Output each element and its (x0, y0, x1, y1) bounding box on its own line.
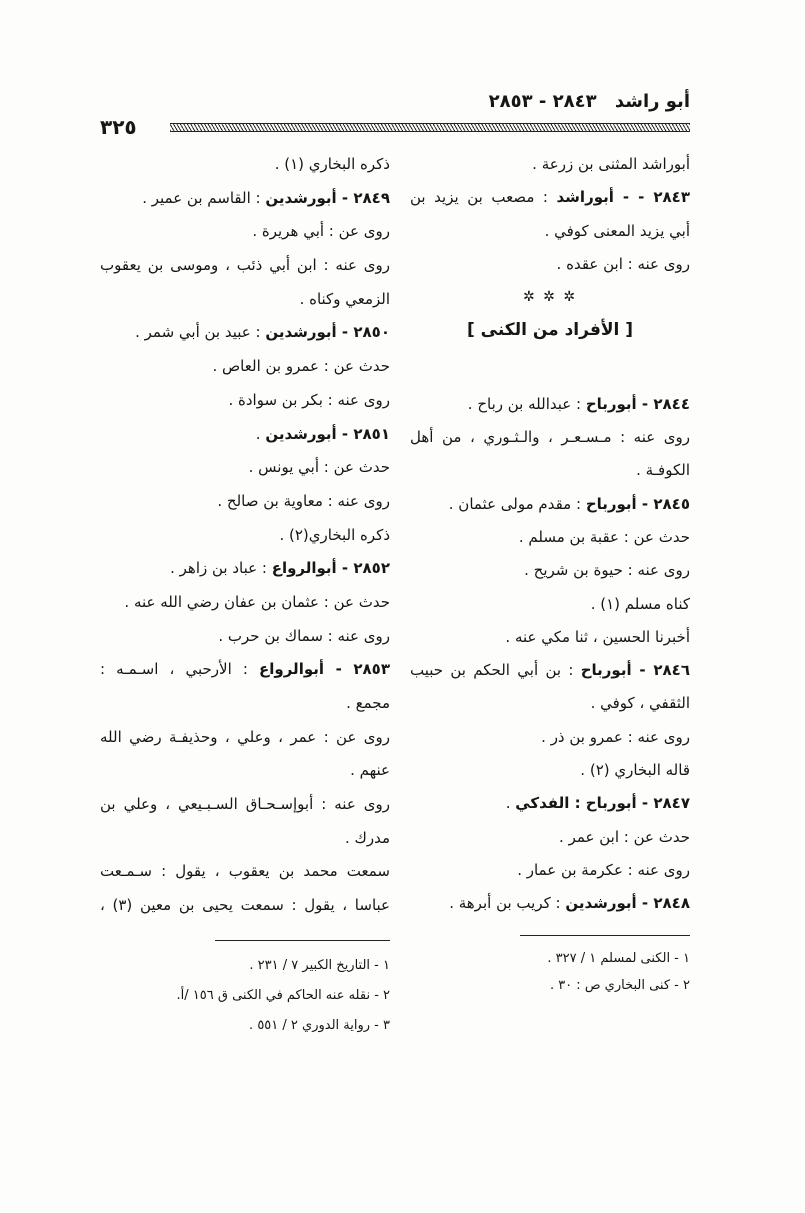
text-line (410, 721, 690, 754)
text-line (410, 854, 690, 887)
line-text: . (505, 794, 516, 813)
line-text: : عبدالله بن رباح . (467, 394, 586, 413)
entry-line (100, 653, 390, 687)
entry-line (410, 787, 690, 820)
right-column (410, 148, 690, 921)
text-line (410, 621, 690, 654)
line-text: : عباد بن زاهر . (170, 559, 272, 578)
line-text: روى عنه : ابن عقده . (556, 254, 690, 273)
entry-number-and-kunya: ٢٨٤٧ - أبورباح : الفدكي (515, 794, 690, 813)
line-text: ذكره البخاري(٢) . (279, 525, 390, 544)
text-line (100, 822, 390, 856)
line-text: أبي يزيد المعنى كوفي . (544, 221, 690, 240)
text-line (100, 283, 390, 317)
text-line (410, 421, 690, 454)
text-line (410, 215, 690, 248)
text-line (410, 754, 690, 787)
line-text: روى عنه : معاوية بن صالح . (217, 491, 390, 510)
line-text: الثقفي ، كوفي . (590, 694, 690, 713)
entry-number-and-kunya: ٢٨٥٣ - أبوالرواع (259, 660, 390, 679)
entry-number-and-kunya: ٢٨٤٣ - - أبوراشد (556, 188, 690, 207)
text-line (100, 384, 390, 418)
text-line (410, 521, 690, 554)
entry-number-and-kunya: ٢٨٥٢ - أبوالرواع (271, 559, 390, 578)
line-text: روى عنه : حيوة بن شريح . (524, 561, 690, 580)
line-text: روى عنه : أبوإسـحـاق السـبـيعي ، وعلي بن (100, 795, 390, 814)
line-text: : كريب بن أبرهة . (449, 894, 566, 913)
entry-line (410, 181, 690, 214)
header-rule (170, 123, 690, 132)
text-line (100, 788, 390, 822)
text-line (410, 687, 690, 720)
text-line (100, 350, 390, 384)
line-text: روى عنه : مـسـعـر ، والـثـوري ، من أهل (410, 428, 690, 447)
line-text: روى عنه : سماك بن حرب . (218, 626, 390, 645)
entry-line (100, 182, 390, 216)
section-ornament: ✲ ✲ ✲ (522, 289, 578, 306)
text-line (100, 889, 390, 923)
line-text: أبوراشد المثنى بن زرعة . (532, 155, 690, 173)
line-text: قاله البخاري (٢) . (580, 761, 690, 780)
line-text: حدث عن : أبي يونس . (248, 458, 390, 477)
text-line (410, 248, 690, 281)
page-number: ٣٢٥ (100, 115, 137, 139)
running-head (489, 90, 690, 114)
text-line (410, 588, 690, 621)
text-line (100, 148, 390, 182)
line-text: عباسا ، يقول : سمعت يحيى بن معين (٣) ، (100, 896, 390, 915)
line-text: حدث عن : عقبة بن مسلم . (518, 527, 690, 546)
entry-line (100, 552, 390, 586)
text-line (100, 519, 390, 553)
footnotes-right (410, 945, 690, 999)
text-line (100, 485, 390, 519)
line-text: : مصعب بن يزيد بن (410, 188, 557, 207)
entry-number-and-kunya: ٢٨٤٨ - أبورشدين (565, 894, 690, 913)
line-text: روى عنه : ابن أبي ذئب ، وموسى بن يعقوب (100, 256, 390, 275)
line-text: الكوفـة . (636, 461, 690, 480)
line-text: . (255, 424, 266, 443)
line-text: أخبرنا الحسين ، ثنا مكي عنه . (505, 627, 690, 646)
line-text: : الأرحبي ، اسـمـه : (100, 660, 260, 679)
text-line (100, 620, 390, 654)
section-heading: [ الأفراد من الكنى ] (466, 320, 633, 341)
text-line (100, 855, 390, 889)
line-text: حدث عن : عمرو بن العاص . (212, 357, 390, 376)
text-line (100, 451, 390, 485)
line-text: كناه مسلم (١) . (590, 594, 690, 613)
line-text: روى عنه : عكرمة بن عمار . (517, 860, 690, 879)
entry-number-and-kunya: ٢٨٥١ - أبورشدين (265, 424, 390, 443)
text-line (410, 148, 690, 181)
entry-number-and-kunya: ٢٨٤٥ - أبورباح (585, 494, 690, 513)
entry-line (410, 887, 690, 920)
text-line (410, 454, 690, 487)
text-line (410, 821, 690, 854)
line-text: ذكره البخاري (١) . (274, 155, 390, 173)
line-text: : القاسم بن عمير . (142, 188, 266, 207)
line-text: : مقدم مولى عثمان . (448, 494, 586, 513)
footnotes-left (100, 951, 390, 1041)
left-column (100, 148, 390, 923)
footnote: ١ - الكنى لمسلم ١ / ٣٢٧ . (547, 951, 690, 966)
text-line (100, 215, 390, 249)
line-text: حدث عن : عثمان بن عفان رضي الله عنه . (124, 592, 390, 611)
running-head-title: أبو راشد (614, 91, 690, 112)
entry-line (100, 418, 390, 452)
entry-line (410, 388, 690, 421)
entry-number-and-kunya: ٢٨٥٠ - أبورشدين (265, 323, 390, 342)
text-line (100, 249, 390, 283)
left-column-lines (100, 148, 390, 923)
line-text: مدرك . (344, 828, 390, 847)
entry-number-and-kunya: ٢٨٤٦ - أبورباح (580, 661, 690, 680)
text-line (410, 554, 690, 587)
footnote-rule-right (520, 935, 690, 936)
entry-line (410, 488, 690, 521)
line-text: عنهم . (350, 761, 390, 780)
line-text: سمعت محمد بن يعقوب ، يقول : سـمـعت (100, 862, 390, 881)
line-text: مجمع . (346, 694, 390, 712)
line-text: روى عنه : عمرو بن ذر . (541, 727, 690, 746)
line-text: روى عنه : بكر بن سوادة . (228, 390, 390, 409)
line-text: حدث عن : ابن عمر . (559, 827, 690, 846)
text-line (100, 721, 390, 755)
text-line (100, 754, 390, 788)
right-column-lines-after (410, 388, 690, 921)
line-text: : عبيد بن أبي شمر . (135, 323, 266, 342)
line-text: روى عن : عمر ، وعلي ، وحذيفـة رضي الله (100, 727, 390, 746)
right-column-lines-before (410, 148, 690, 281)
text-line (100, 687, 390, 721)
entry-number-and-kunya: ٢٨٤٩ - أبورشدين (265, 188, 390, 207)
footnote: ٣ - رواية الدوري ٢ / ٥٥١ . (249, 1018, 390, 1033)
line-text: الزمعي وكناه . (299, 289, 390, 308)
line-text: روى عن : أبي هريرة . (252, 222, 390, 241)
entry-line (410, 654, 690, 687)
line-text: : بن أبي الحكم بن حبيب (410, 661, 581, 680)
text-line (100, 586, 390, 620)
footnote: ١ - التاريخ الكبير ٧ / ٢٣١ . (249, 958, 390, 973)
footnote: ٢ - نقله عنه الحاكم في الكنى ق ١٥٦ /أ. (176, 988, 390, 1003)
entry-line (100, 316, 390, 350)
footnote: ٢ - كنى البخاري ص : ٣٠ . (549, 978, 690, 993)
entry-number-and-kunya: ٢٨٤٤ - أبورباح (585, 394, 690, 413)
footnote-rule-left (215, 940, 390, 941)
running-head-entry-range: ٢٨٤٣ - ٢٨٥٣ (488, 91, 597, 112)
